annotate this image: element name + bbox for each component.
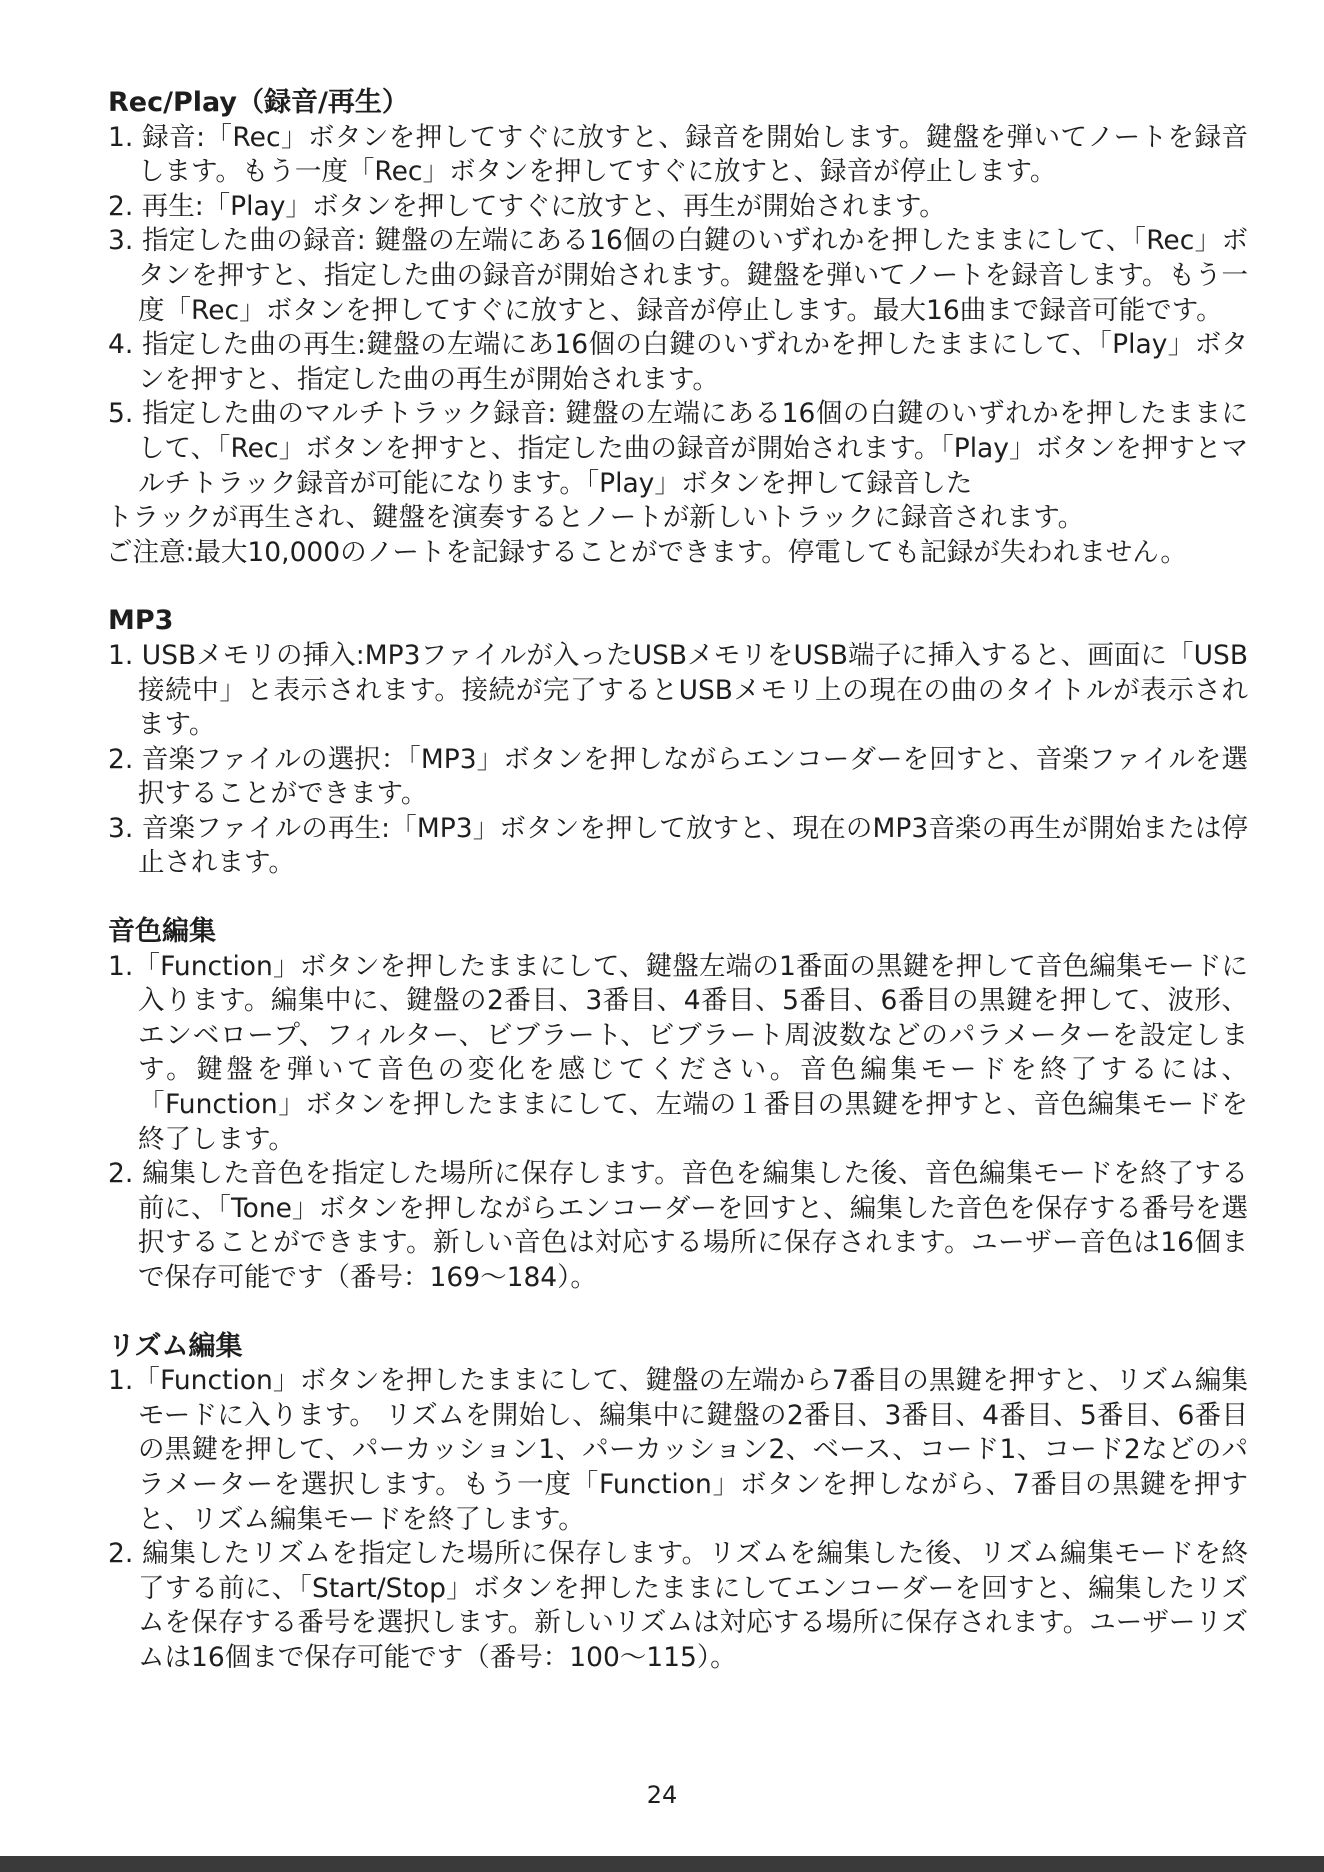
- list-item: 1.「Function」ボタンを押したままにして、鍵盤左端の1番面の黒鍵を押して音色編集モードに入ります。編集中に、鍵盤の2番目、3番目、4番目、5番目、6番目の黒鍵を押して、波形、エンベロープ、フィルター、ビブラート、ビブラート周波数などのパラメーターを設定します。鍵盤を弾いて音色の変化を感じてください。音色編集モードを終了するには、「Function」ボタンを押したままにして、左端の１番目の黒鍵を押すと、音色編集モードを終了します。: [108, 950, 1248, 1155]
- section-mp3: [108, 604, 1248, 881]
- list-item: 3. 音楽ファイルの再生:「MP3」ボタンを押して放すと、現在のMP3音楽の再生が開始または停止されます。: [108, 812, 1248, 879]
- bottom-edge-bar: [0, 1856, 1324, 1872]
- page-content: [108, 86, 1248, 1676]
- section-heading: 音色編集: [108, 916, 216, 948]
- list-item: 2. 編集したリズムを指定した場所に保存します。リズムを編集した後、リズム編集モードを終了する前に、「Start/Stop」ボタンを押したままにしてエンコーダーを回すと、編集したリズムを保存する番号を選択します。新しいリズムは対応する場所に保存されます。ユーザーリズムは16個まで保存可能です（番号：100～115）。: [108, 1538, 1248, 1673]
- list-item: 5. 指定した曲のマルチトラック録音: 鍵盤の左端にある16個の白鍵のいずれかを押したままにして、「Rec」ボタンを押すと、指定した曲の録音が開始されます。「Play」ボタンを押すとマルチトラック録音が可能になります。「Play」ボタンを押して録音した: [108, 398, 1248, 499]
- section-heading: Rec/Play（録音/再生）: [108, 87, 409, 118]
- list-item: 2. 再生:「Play」ボタンを押してすぐに放すと、再生が開始されます。: [108, 190, 946, 222]
- list-item: 2. 編集した音色を指定した場所に保存します。音色を編集した後、音色編集モードを終了する前に、「Tone」ボタンを押しながらエンコーダーを回すと、編集した音色を保存する番号を選択することができます。新しい音色は対応する場所に保存されます。ユーザー音色は16個まで保存可能です（番号：169～184）。: [108, 1158, 1248, 1293]
- list-item: 1.「Function」ボタンを押したままにして、鍵盤の左端から7番目の黒鍵を押すと、リズム編集モードに入ります。 リズムを開始し、編集中に鍵盤の2番目、3番目、4番目、5番目、6番目の黒鍵を押して、パーカッション1、パーカッション2、ベース、コード1、コード2などのパラメーターを選択します。もう一度「Function」ボタンを押しながら、7番目の黒鍵を押すと、リズム編集モードを終了します。: [108, 1365, 1248, 1535]
- note-text: ご注意:最大10,000のノートを記録することができます。停電しても記録が失われません。: [106, 536, 1187, 568]
- section-heading: MP3: [108, 605, 174, 637]
- list-item: 1. 録音:「Rec」ボタンを押してすぐに放すと、録音を開始します。鍵盤を弾いてノートを録音します。もう一度「Rec」ボタンを押してすぐに放すと、録音が停止します。: [108, 121, 1248, 188]
- section-heading: リズム編集: [108, 1330, 243, 1362]
- list-item: 3. 指定した曲の録音: 鍵盤の左端にある16個の白鍵のいずれかを押したままにして、「Rec」ボタンを押すと、指定した曲の録音が開始されます。鍵盤を弾いてノートを録音します。もう一度「Rec」ボタンを押してすぐに放すと、録音が停止します。最大16曲まで録音可能です。: [108, 225, 1248, 326]
- list-item-continuation: トラックが再生され、鍵盤を演奏するとノートが新しいトラックに録音されます。: [106, 502, 1085, 534]
- section-rec-play: [108, 86, 1248, 570]
- list-item: 4. 指定した曲の再生:鍵盤の左端にあ16個の白鍵のいずれかを押したままにして、「Play」ボタンを押すと、指定した曲の再生が開始されます。: [108, 329, 1248, 395]
- page-number: 24: [646, 1781, 678, 1809]
- section-rhythm-edit: [108, 1330, 1248, 1676]
- list-item: 1. USBメモリの挿入:MP3ファイルが入ったUSBメモリをUSB端子に挿入すると、画面に「USB接続中」と表示されます。接続が完了するとUSBメモリ上の現在の曲のタイトルが表示されます。: [108, 639, 1248, 741]
- list-item: 2. 音楽ファイルの選択：「MP3」ボタンを押しながらエンコーダーを回すと、音楽ファイルを選択することができます。: [108, 743, 1248, 810]
- section-tone-edit: [108, 915, 1248, 1296]
